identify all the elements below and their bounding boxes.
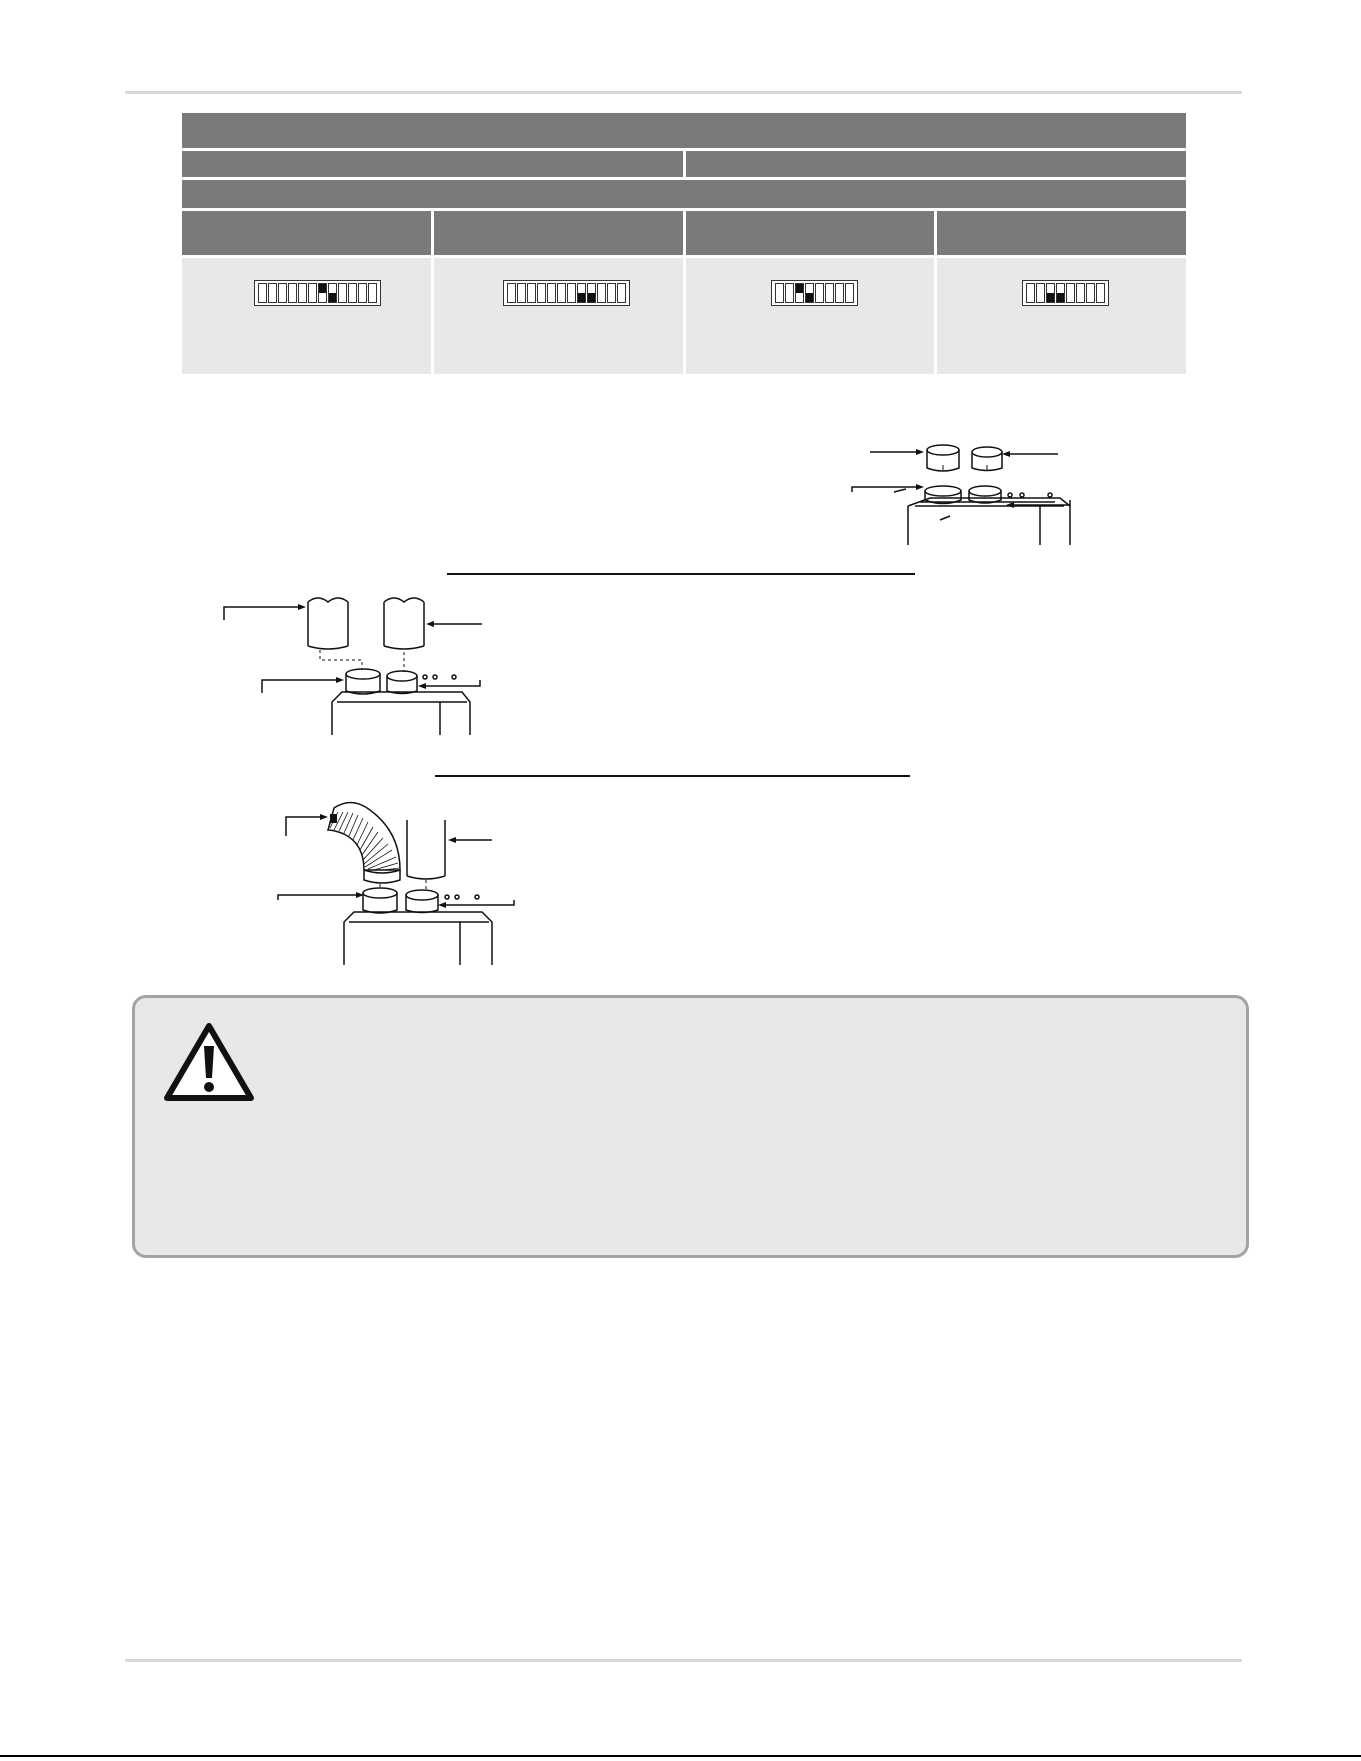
dip-switch bbox=[278, 283, 287, 303]
rigid-pipes-figure bbox=[222, 590, 492, 735]
dip-switch bbox=[338, 283, 347, 303]
dip-switch bbox=[258, 283, 267, 303]
table-group-cell bbox=[182, 180, 1186, 208]
dip-switch bbox=[577, 283, 586, 303]
column-header-4 bbox=[937, 211, 1186, 255]
dip-switch bbox=[587, 283, 596, 303]
table-cell-1 bbox=[182, 258, 431, 374]
dip-switch bbox=[1056, 283, 1065, 303]
dip-switch bbox=[318, 283, 327, 303]
table-subheader-cell-left bbox=[182, 151, 683, 177]
dip-switch bbox=[507, 283, 516, 303]
dip-switch bbox=[617, 283, 626, 303]
dip-switch bbox=[328, 283, 337, 303]
dip-switch bbox=[358, 283, 367, 303]
dip-switch bbox=[527, 283, 536, 303]
dip-switch bbox=[348, 283, 357, 303]
caps-on-collars-figure bbox=[850, 440, 1090, 545]
table-header-row bbox=[182, 113, 1186, 148]
table-column-header-row bbox=[182, 211, 1186, 255]
dip-switch bbox=[775, 283, 784, 303]
dip-switch-diagram bbox=[771, 280, 858, 306]
column-header-1 bbox=[182, 211, 431, 255]
dip-switch bbox=[567, 283, 576, 303]
dip-switch bbox=[1036, 283, 1045, 303]
table-data-row bbox=[182, 258, 1186, 374]
warning-triangle-icon bbox=[161, 1020, 257, 1104]
dip-switch bbox=[805, 283, 814, 303]
column-header-3 bbox=[686, 211, 935, 255]
dip-switch bbox=[517, 283, 526, 303]
table-header-cell bbox=[182, 113, 1186, 148]
dip-switch bbox=[835, 283, 844, 303]
dip-switch bbox=[607, 283, 616, 303]
dip-switch bbox=[308, 283, 317, 303]
separator-line bbox=[447, 573, 915, 575]
dip-switch-diagram bbox=[1022, 280, 1109, 306]
dip-switch bbox=[845, 283, 854, 303]
dip-switch bbox=[557, 283, 566, 303]
dip-switch bbox=[268, 283, 277, 303]
flexible-duct-figure bbox=[282, 800, 522, 965]
header-rule bbox=[125, 91, 1242, 94]
dip-switch-diagram bbox=[503, 280, 630, 306]
dip-switch bbox=[1086, 283, 1095, 303]
table-group-row bbox=[182, 180, 1186, 208]
footer-edge-line bbox=[0, 1755, 1361, 1757]
separator-line bbox=[435, 775, 910, 777]
table-subheader-row bbox=[182, 151, 1186, 177]
column-header-2 bbox=[434, 211, 683, 255]
dip-switch bbox=[795, 283, 804, 303]
table-subheader-cell-right bbox=[686, 151, 1187, 177]
dip-switch bbox=[597, 283, 606, 303]
dip-switch bbox=[825, 283, 834, 303]
dip-switch bbox=[298, 283, 307, 303]
dip-switch bbox=[785, 283, 794, 303]
dip-switch bbox=[288, 283, 297, 303]
dip-switch bbox=[1066, 283, 1075, 303]
dip-switch-diagram bbox=[254, 280, 381, 306]
dip-switch bbox=[1096, 283, 1105, 303]
table-cell-2 bbox=[434, 258, 683, 374]
warning-box bbox=[132, 995, 1249, 1258]
dip-switch-table bbox=[182, 113, 1186, 374]
dip-switch bbox=[537, 283, 546, 303]
dip-switch bbox=[815, 283, 824, 303]
dip-switch bbox=[1026, 283, 1035, 303]
table-cell-4 bbox=[937, 258, 1186, 374]
dip-switch bbox=[1046, 283, 1055, 303]
dip-switch bbox=[1076, 283, 1085, 303]
dip-switch bbox=[368, 283, 377, 303]
dip-switch bbox=[547, 283, 556, 303]
footer-rule bbox=[125, 1659, 1242, 1662]
table-cell-3 bbox=[686, 258, 935, 374]
